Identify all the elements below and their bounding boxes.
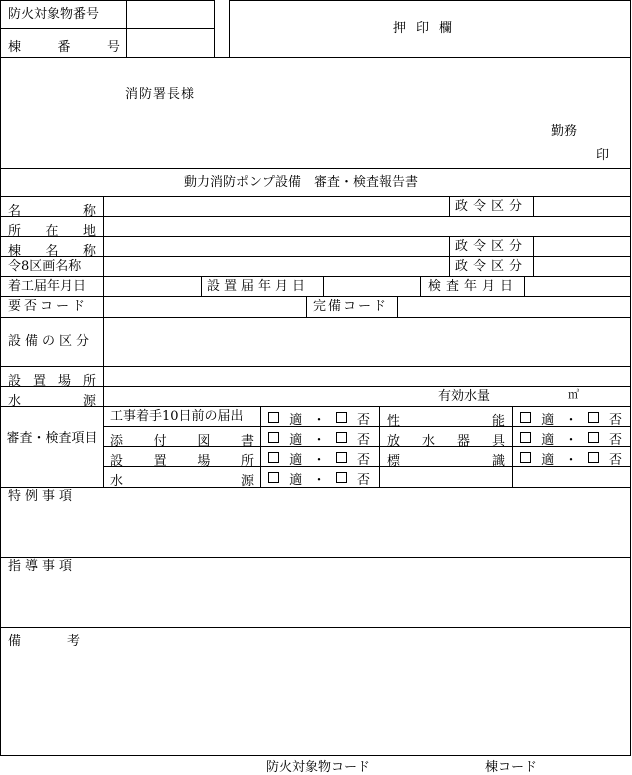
judgement-sign[interactable]: 適 ・ 否 [520,449,622,468]
install-place-label: 設 置 場 所 [8,374,96,389]
ordinance8-field[interactable] [104,257,449,276]
building-name-field[interactable] [104,237,449,256]
inspection-item-drawings: 添 付 図 書 [110,434,254,449]
judgement-nozzle[interactable]: 適 ・ 否 [520,429,622,448]
inspection-item-performance: 性 能 [387,414,505,429]
building-number-label: 棟 番 号 [8,40,120,55]
location-field[interactable] [104,217,630,236]
checkbox-icon[interactable] [588,452,599,463]
judgement-place[interactable]: 適 ・ 否 [268,449,370,468]
guidance-label: 指導事項 [8,559,77,574]
inspection-item-nozzle: 放 水 器 具 [387,434,505,449]
ordinance-class-field-2[interactable] [534,237,630,256]
building-code-label: 棟コード [485,760,538,775]
checkbox-icon[interactable] [268,432,279,443]
location-label: 所 在 地 [8,224,96,239]
equipment-class-field[interactable] [104,318,630,366]
name-label: 名 称 [8,204,96,219]
construction-date-label: 着工届年月日 [8,279,87,294]
requirement-code-label: 要否コード [8,299,89,314]
installation-date-field[interactable] [324,277,420,296]
inspection-item-notice: 工事着手10日前の届出 [110,409,244,424]
object-number-label: 防火対象物番号 [8,7,100,22]
checkbox-icon[interactable] [268,472,279,483]
water-unit: ㎥ [568,388,579,401]
building-number-input[interactable] [127,29,214,57]
effective-water-label: 有効水量 [438,389,491,404]
equipment-class-label: 設備の区分 [8,334,94,349]
checkbox-icon[interactable] [520,452,531,463]
ordinance-class-label-1: 政令区分 [455,199,528,214]
name-field[interactable] [104,197,449,216]
ordinance-class-label-2: 政令区分 [455,239,528,254]
report-title: 動力消防ポンプ設備 審査・検査報告書 [184,175,419,190]
remarks-field[interactable] [1,647,630,755]
judgement-performance[interactable]: 適 ・ 否 [520,409,622,428]
checkbox-icon[interactable] [520,412,531,423]
requirement-code-field[interactable] [104,297,306,317]
checkbox-icon[interactable] [336,452,347,463]
building-name-label: 棟 名 称 [8,244,96,259]
construction-date-field[interactable] [104,277,201,296]
checkbox-icon[interactable] [588,432,599,443]
judgement-water[interactable]: 適 ・ 否 [268,469,370,488]
checkbox-icon[interactable] [520,432,531,443]
ordinance8-label: 令8区画名称 [8,259,82,274]
object-number-input[interactable] [127,1,214,28]
install-place-field[interactable] [104,367,630,386]
water-source-label: 水 源 [8,394,96,409]
ordinance-class-field-3[interactable] [534,257,630,276]
inspection-date-field[interactable] [525,277,630,296]
ordinance-class-label-3: 政令区分 [455,259,528,274]
completion-code-label: 完備コード [313,299,389,314]
checkbox-icon[interactable] [336,432,347,443]
position-label: 勤務 [551,124,578,139]
completion-code-field[interactable] [398,297,630,317]
guidance-field[interactable] [1,577,630,627]
seal-column-label: 押印欄 [393,21,463,36]
ordinance-class-field-1[interactable] [534,197,630,216]
inspection-item-place: 設 置 場 所 [110,454,254,469]
checkbox-icon[interactable] [336,412,347,423]
water-source-field[interactable] [104,387,424,406]
object-code-label: 防火対象物コード [266,760,371,775]
checkbox-icon[interactable] [336,472,347,483]
installation-date-label: 設置届年月日 [207,279,310,294]
special-field[interactable] [1,507,630,557]
inspection-date-label: 検査年月日 [428,279,519,294]
checkbox-icon[interactable] [588,412,599,423]
inspection-item-water: 水 源 [110,474,254,489]
inspection-item-sign: 標 識 [387,454,505,469]
seal-mark: 印 [596,148,610,163]
checkbox-icon[interactable] [268,412,279,423]
checkbox-icon[interactable] [268,452,279,463]
addressee: 消防署長様 [125,87,196,102]
judgement-notice[interactable]: 適 ・ 否 [268,409,370,428]
remarks-label: 備 考 [8,634,80,649]
special-label: 特例事項 [8,489,77,504]
inspection-group-label: 審査・検査項目 [6,431,98,446]
judgement-drawings[interactable]: 適 ・ 否 [268,429,370,448]
